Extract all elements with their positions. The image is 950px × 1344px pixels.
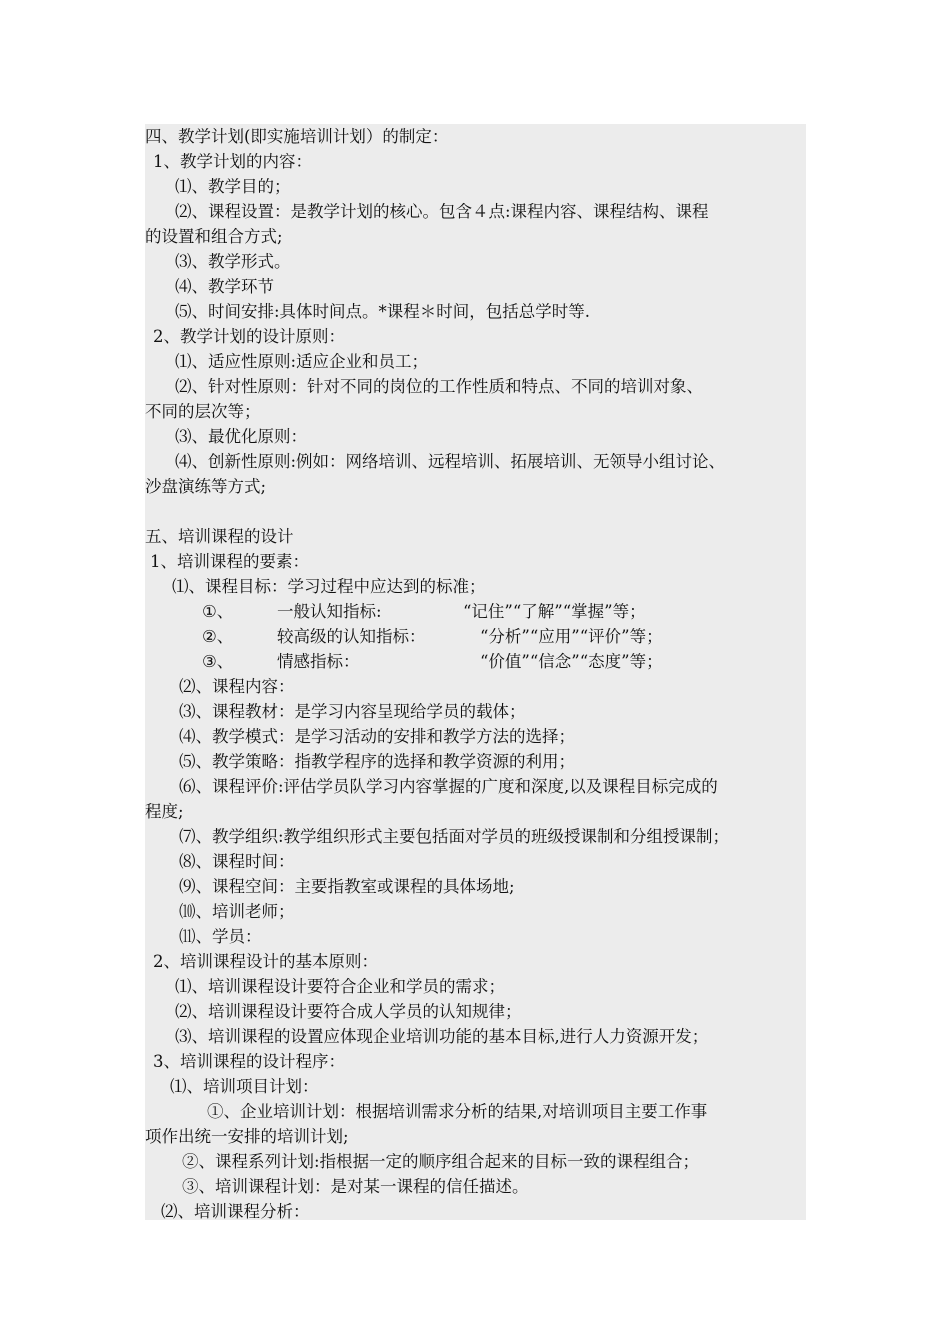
list-item-continued: 项作出统一安排的培训计划; [145,1127,349,1146]
list-item: ⑵、针对性原则：针对不同的岗位的工作性质和特点、不同的培训对象、 [175,377,703,396]
list-item-continued: 不同的层次等； [145,402,261,421]
list-item: ⑶、课程教材：是学习内容呈现给学员的载体； [179,702,526,721]
document-page [145,124,806,1220]
list-item: ⑹、课程评价:评估学员队学习内容掌握的广度和深度,以及课程目标完成的 [179,777,718,796]
goal-number: ①、 [202,602,234,621]
list-item: ③、培训课程计划：是对某一课程的信任描述。 [182,1177,529,1196]
section-5-heading-3: 3、培训课程的设计程序： [153,1052,345,1071]
goal-description: “分析”“应用”“评价”等； [480,627,663,646]
goal-row [145,649,806,674]
goal-name: 较高级的认知指标： [277,627,426,646]
list-item: ⑸、时间安排:具体时间点。*课程＊时间，包括总学时等. [175,302,591,321]
list-item: ⑾、学员： [179,927,262,946]
section-4-heading-2: 2、教学计划的设计原则： [153,327,345,346]
goal-row [145,599,806,624]
goal-description: “记住”“了解”“掌握”等； [463,602,646,621]
list-item: ⑷、教学模式：是学习活动的安排和教学方法的选择； [179,727,575,746]
section-5-title: 五、培训课程的设计 [145,527,294,546]
list-item-continued: 的设置和组合方式; [145,227,283,246]
list-item: ⑷、教学环节 [175,277,274,296]
list-item: ⑶、培训课程的设置应体现企业培训功能的基本目标,进行人力资源开发； [175,1027,709,1046]
section-5-heading-1: 1、培训课程的要素： [150,552,309,571]
list-item: ⑵、课程设置：是教学计划的核心。包含４点:课程内容、课程结构、课程 [175,202,709,221]
list-item: ⑻、课程时间： [179,852,295,871]
goal-row [145,624,806,649]
list-item: ⑸、教学策略：指教学程序的选择和教学资源的利用； [179,752,575,771]
list-item: ⑴、适应性原则:适应企业和员工； [175,352,429,371]
goal-description: “价值”“信念”“态度”等； [480,652,663,671]
goal-number: ②、 [202,627,234,646]
goal-number: ③、 [202,652,234,671]
list-item: ⑴、培训课程设计要符合企业和学员的需求； [175,977,505,996]
section-5-heading-2: 2、培训课程设计的基本原则： [153,952,378,971]
section-4-title: 四、教学计划(即实施培训计划）的制定： [145,127,449,146]
list-item: ⑷、创新性原则:例如：网络培训、远程培训、拓展培训、无领导小组讨论、 [175,452,726,471]
list-item: ⑽、培训老师； [179,902,295,921]
list-item-continued: 沙盘演练等方式; [145,477,267,496]
goal-name: 情感指标： [277,652,360,671]
list-item: ⑶、教学形式。 [175,252,291,271]
list-item: ⑵、培训课程分析： [161,1202,310,1221]
list-item: ⑵、课程内容： [179,677,295,696]
list-item: ①、企业培训计划：根据培训需求分析的结果,对培训项目主要工作事 [207,1102,708,1121]
list-item: ⑼、课程空间：主要指教室或课程的具体场地; [179,877,515,896]
list-item-continued: 程度; [145,802,184,821]
goal-name: 一般认知指标: [277,602,382,621]
section-4-heading-1: 1、教学计划的内容： [153,152,312,171]
list-item: ⑶、最优化原则： [175,427,307,446]
list-item: ⑴、教学目的； [175,177,291,196]
list-item: ②、课程系列计划:指根据一定的顺序组合起来的目标一致的课程组合； [182,1152,700,1171]
list-item: ⑺、教学组织:教学组织形式主要包括面对学员的班级授课制和分组授课制； [179,827,730,846]
list-item: ⑴、培训项目计划： [170,1077,319,1096]
list-item: ⑴、课程目标：学习过程中应达到的标准； [172,577,486,596]
list-item: ⑵、培训课程设计要符合成人学员的认知规律； [175,1002,522,1021]
